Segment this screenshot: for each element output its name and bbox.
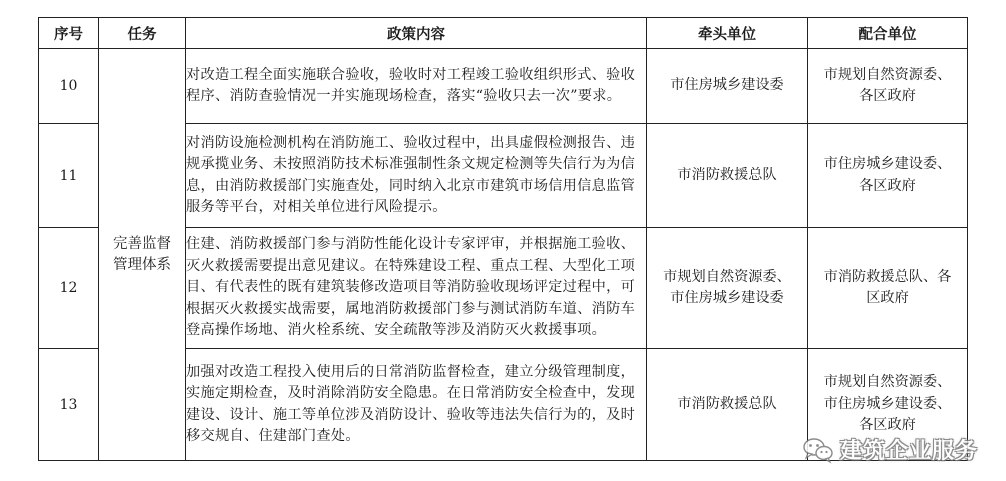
coop-unit-text: 市住房城乡建设委、各区政府 bbox=[823, 156, 952, 194]
lead-unit-text: 市消防救援总队 bbox=[677, 395, 777, 412]
row-number: 13 bbox=[39, 349, 99, 461]
header-lead: 牵头单位 bbox=[647, 18, 808, 49]
policy-content bbox=[186, 124, 647, 228]
coop-unit bbox=[808, 49, 968, 124]
row-number: 10 bbox=[39, 49, 99, 124]
row-number: 12 bbox=[39, 228, 99, 349]
policy-content-text: 对改造工程全面实施联合验收，验收时对工程竣工验收组织形式、验收程序、消防查验情况一并实施现场检查，落实“验收只去一次”要求。 bbox=[186, 66, 636, 104]
policy-content-text: 加强对改造工程投入使用后的日常消防监督检查，建立分级管理制度，实施定期检查，及时消除消防安全隐患。在日常消防安全检查中，发现建设、设计、施工等单位涉及消防设计、验收等违法失信行为的，及时移交规自、住建部门查处。 bbox=[186, 363, 636, 444]
header-coop: 配合单位 bbox=[808, 18, 968, 49]
coop-unit-text: 市规划自然资源委、各区政府 bbox=[823, 66, 952, 104]
coop-unit-text: 市消防救援总队、各区政府 bbox=[823, 268, 952, 306]
row-number: 11 bbox=[39, 124, 99, 228]
watermark-text: 建筑企业服务 bbox=[839, 439, 978, 464]
header-row bbox=[39, 18, 968, 49]
coop-unit bbox=[808, 228, 968, 349]
header-task: 任务 bbox=[99, 18, 186, 49]
lead-unit bbox=[647, 49, 808, 124]
lead-unit bbox=[647, 349, 808, 461]
header-seq: 序号 bbox=[39, 18, 99, 49]
task-label: 完善监督管理体系 bbox=[113, 235, 171, 273]
policy-content-text: 对消防设施检测机构在消防施工、验收过程中，出具虚假检测报告、违规承揽业务、未按照消防技术标准强制性条文规定检测等失信行为为信息，由消防救援部门实施查处，同时纳入北京市建筑市场信用信息监管服务等平台，对相关单位进行风险提示。 bbox=[186, 134, 636, 215]
task-cell bbox=[99, 49, 186, 461]
wechat-icon bbox=[802, 436, 834, 464]
coop-unit-text: 市规划自然资源委、市住房城乡建设委、各区政府 bbox=[823, 374, 952, 434]
lead-unit-text: 市规划自然资源委、市住房城乡建设委 bbox=[663, 268, 791, 306]
lead-unit bbox=[647, 228, 808, 349]
policy-content bbox=[186, 349, 647, 461]
table-row bbox=[39, 49, 968, 124]
policy-content bbox=[186, 228, 647, 349]
policy-content-text: 住建、消防救援部门参与消防性能化设计专家评审，并根据施工验收、灭火救援需要提出意见建议。在特殊建设工程、重点工程、大型化工项目、有代表性的既有建筑装修改造项目等消防验收现场评定过程中，可根据灭火救援实战需要，属地消防救援部门参与测试消防车道、消防车登高操作场地、消火栓系统、安全疏散等涉及消防灭火救援事项。 bbox=[186, 236, 636, 339]
coop-unit bbox=[808, 124, 968, 228]
lead-unit-text: 市消防救援总队 bbox=[677, 166, 777, 183]
lead-unit bbox=[647, 124, 808, 228]
lead-unit-text: 市住房城乡建设委 bbox=[670, 77, 784, 94]
policy-table bbox=[38, 17, 968, 461]
header-content: 政策内容 bbox=[186, 18, 647, 49]
watermark bbox=[802, 434, 978, 465]
policy-content bbox=[186, 49, 647, 124]
